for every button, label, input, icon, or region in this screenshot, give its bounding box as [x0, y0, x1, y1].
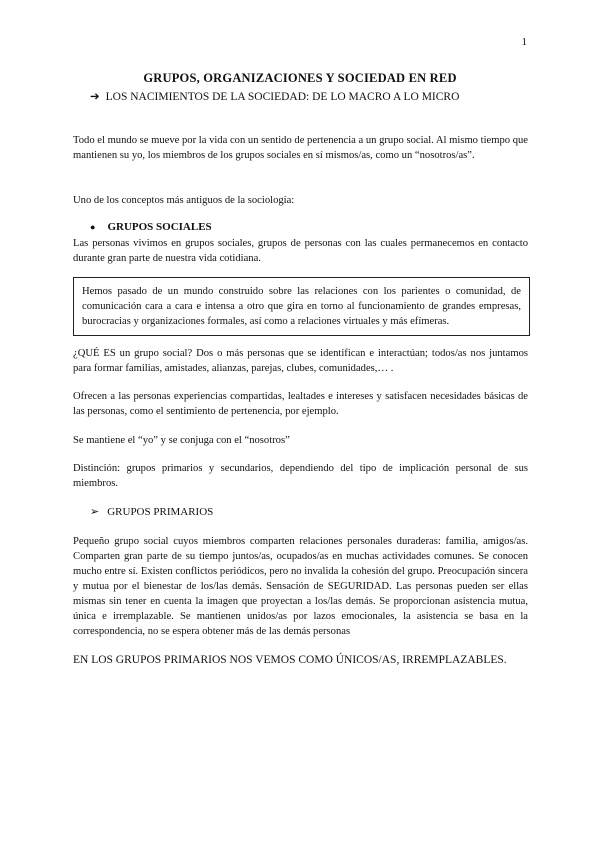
subtitle-text: LOS NACIMIENTOS DE LA SOCIEDAD: DE LO MACRO A LO MICRO — [105, 91, 460, 103]
groups-description-paragraph: Las personas vivimos en grupos sociales, grupos de personas con las cuales permanecemos en contacto durante gran parte de nuestra vida cotidiana. — [73, 238, 528, 264]
bullet-grupos-primarios — [90, 505, 213, 518]
bullet-dot-icon: ● — [90, 222, 96, 232]
ofrecen-paragraph: Ofrecen a las personas experiencias compartidas, lealtades e intereses y satisfacen necesidades básicas de las personas, como el sentimiento de pertenencia, por ejemplo. — [73, 391, 528, 417]
page-title: GRUPOS, ORGANIZACIONES Y SOCIEDAD EN RED — [143, 71, 457, 85]
bullet-label: GRUPOS PRIMARIOS — [107, 506, 214, 518]
bullet-label: GRUPOS SOCIALES — [107, 221, 212, 233]
highlighted-box — [73, 277, 530, 336]
concepts-paragraph: Uno de los conceptos más antiguos de la sociología: — [73, 195, 295, 206]
boxed-text: Hemos pasado de un mundo construido sobre las relaciones con los parientes o comunidad, de comunicación cara a cara e intensa a otro que gira en torno al funcionamiento de grandes empresas, burocracias y organizaciones formales, así como a relaciones virtuales y más efímeras. — [82, 286, 521, 327]
bullet-grupos-sociales — [90, 221, 212, 233]
subtitle — [90, 89, 459, 103]
primarios-description-paragraph: Pequeño grupo social cuyos miembros comparten relaciones personales duraderas: familia, amigos/as. Comparten gran parte de su tiempo juntos/as, ocupados/as en muchas actividades comunes. Se conocen mucho entre sí. Existen conflictos periódicos, pero no invalida la cohesión del grupo. Preocupación sincera y mutua por el bienestar de los/las demás. Sensación de SEGURIDAD. Las personas pueden ser ellas mismas sin tener en cuenta la imagen que proyectan a los/las demás. Se proporcionan asistencia mutua, única e irremplazable. Se mantienen unidos/as por lazos emocionales, la asistencia se basa en la correspondencia, no se espera obtener más de las demás personas — [73, 536, 528, 637]
que-es-paragraph: ¿QUÉ ES un grupo social? Dos o más personas que se identifican e interactúan; todos/as nos juntamos para formar familias, amistades, alianzas, parejas, clubes, comunidades,… . — [73, 348, 528, 374]
arrow-right-icon: ➔ — [90, 91, 100, 103]
closing-statement: EN LOS GRUPOS PRIMARIOS NOS VEMOS COMO ÚNICOS/AS, IRREMPLAZABLES. — [73, 654, 507, 666]
intro-paragraph: Todo el mundo se mueve por la vida con un sentido de pertenencia a un grupo social. Al mismo tiempo que mantienen su yo, los miembros de los grupos sociales en sí mismos/as, como un “nosotros/as”. — [73, 135, 528, 161]
page-number: 1 — [521, 36, 527, 48]
mantiene-paragraph: Se mantiene el “yo” y se conjuga con el “nosotros” — [73, 435, 290, 446]
arrowhead-bullet-icon: ➢ — [90, 506, 100, 518]
distincion-paragraph: Distinción: grupos primarios y secundarios, dependiendo del tipo de implicación personal de sus miembros. — [73, 463, 528, 489]
